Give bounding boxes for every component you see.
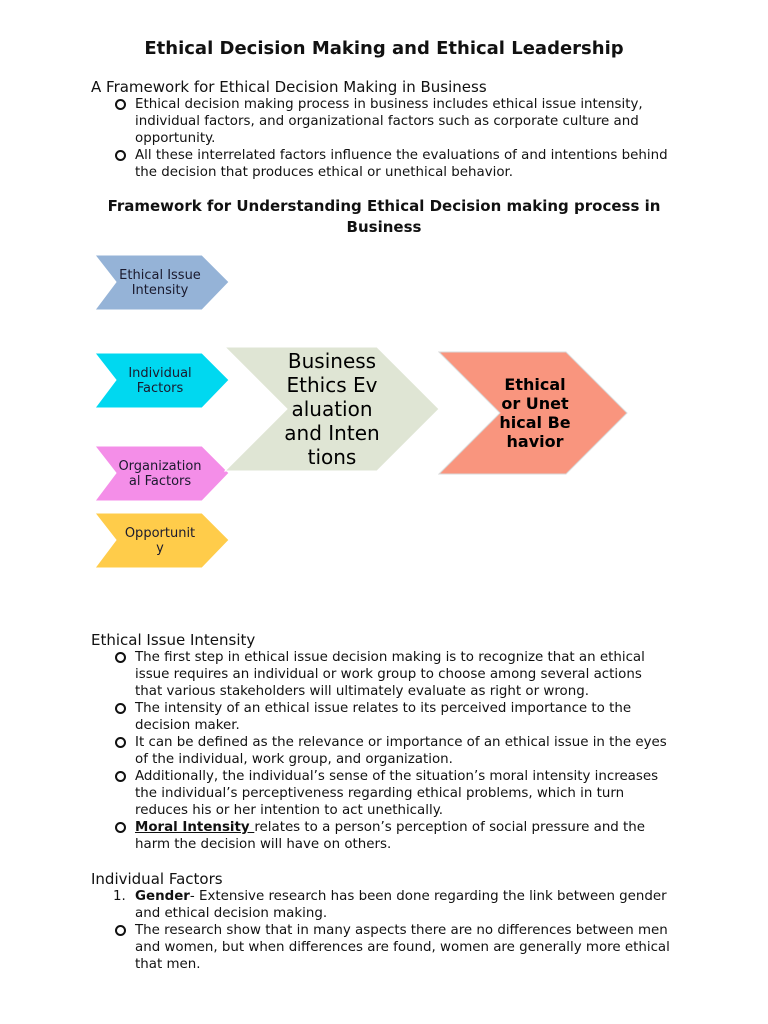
- list-item: Moral Intensity relates to a person’s perception of social pressure and the harm the decision will have on others.: [113, 819, 673, 853]
- chevron-business-ethics-evaluation: Business Ethics Evaluation and Intentions: [224, 346, 440, 472]
- individual-factors-list: [113, 888, 673, 973]
- diagram-title: Framework for Understanding Ethical Decision making process in Business: [107, 197, 661, 236]
- list-item: The intensity of an ethical issue relates to its perceived importance to the decision maker.: [113, 700, 673, 734]
- list-item: The first step in ethical issue decision making is to recognize that an ethical issue requires an individual or work group to choose among several actions that various stakeholders will ultimately evaluate as right or wrong.: [113, 649, 673, 700]
- intensity-bullet-list: [113, 649, 673, 853]
- intensity-heading: Ethical Issue Intensity: [91, 631, 256, 649]
- chevron-individual-factors: Individual Factors: [94, 352, 230, 409]
- moral-intensity-term: Moral Intensity: [135, 820, 255, 835]
- gender-term: Gender: [135, 889, 190, 904]
- list-number: 1.: [113, 889, 126, 904]
- circle-bullet-icon: [115, 737, 126, 748]
- chevron-ethical-issue-intensity: Ethical Issue Intensity: [94, 254, 230, 311]
- list-item: All these interrelated factors influence the evaluations of and intentions behind the decision that produces ethical or unethical behavior.: [113, 147, 673, 181]
- list-item: The research show that in many aspects there are no differences between men and women, but when differences are found, women are generally more ethical that men.: [113, 922, 673, 973]
- document-title: Ethical Decision Making and Ethical Leadership: [144, 38, 624, 59]
- circle-bullet-icon: [115, 771, 126, 782]
- list-item: 1. Gender- Extensive research has been done regarding the link between gender and ethical decision making.: [113, 889, 667, 921]
- circle-bullet-icon: [115, 652, 126, 663]
- individual-factors-heading: Individual Factors: [91, 870, 223, 888]
- list-item: Additionally, the individual’s sense of the situation’s moral intensity increases the individual’s perceptiveness regarding ethical problems, which in turn reduces his or her intention to act unethically.: [113, 768, 673, 819]
- chevron-ethical-unethical-behavior: Ethical or Unethical Behavior: [438, 351, 628, 475]
- framework-bullet-list: [113, 96, 673, 181]
- framework-heading: A Framework for Ethical Decision Making in Business: [91, 78, 487, 96]
- circle-bullet-icon: [115, 150, 126, 161]
- circle-bullet-icon: [115, 822, 126, 833]
- list-item: Ethical decision making process in business includes ethical issue intensity, individual factors, and organizational factors such as corporate culture and opportunity.: [113, 96, 673, 147]
- chevron-opportunity: Opportunity: [94, 512, 230, 569]
- circle-bullet-icon: [115, 99, 126, 110]
- circle-bullet-icon: [115, 703, 126, 714]
- circle-bullet-icon: [115, 925, 126, 936]
- chevron-organizational-factors: Organizational Factors: [94, 445, 230, 502]
- list-item: It can be defined as the relevance or importance of an ethical issue in the eyes of the individual, work group, and organization.: [113, 734, 673, 768]
